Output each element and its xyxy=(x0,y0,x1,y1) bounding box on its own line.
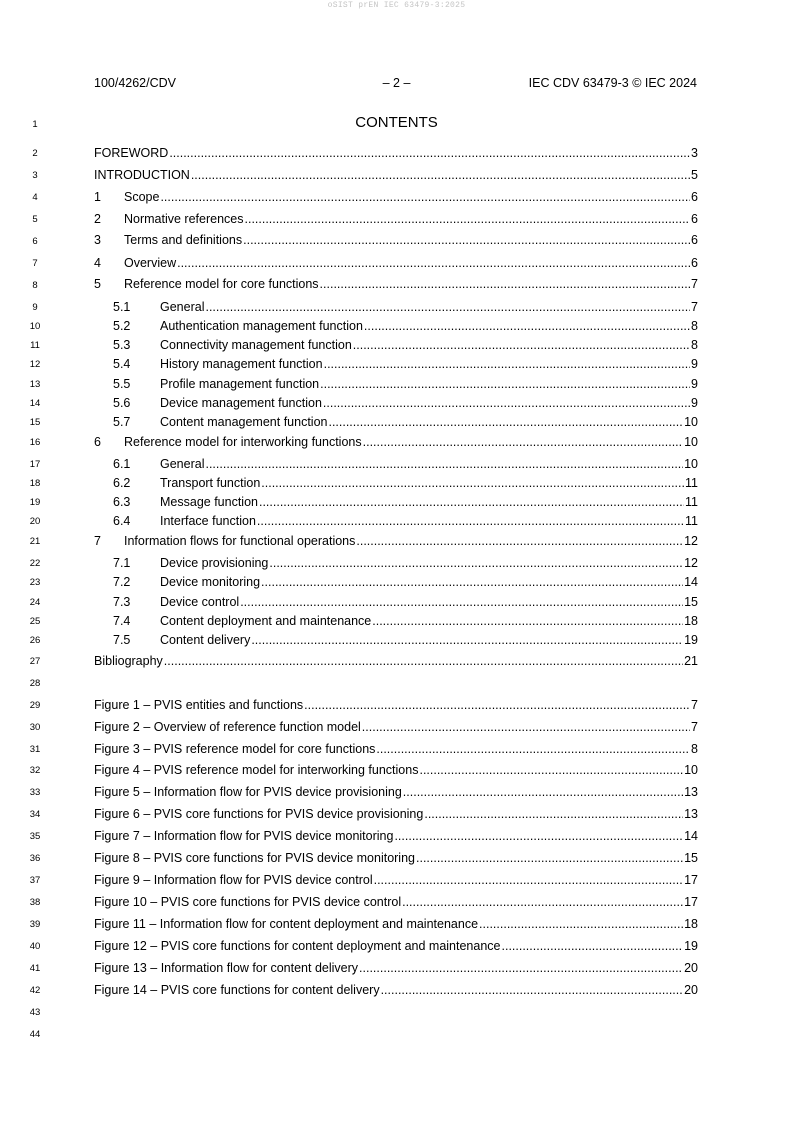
figure-label: Figure 3 – PVIS reference model for core functions xyxy=(94,742,376,756)
leader-dots xyxy=(205,300,690,314)
toc-page: 5 xyxy=(691,168,698,182)
leader-dots xyxy=(269,556,683,570)
toc-label: Terms and definitions xyxy=(124,233,243,247)
leader-dots xyxy=(402,895,683,909)
figure-entry[interactable] xyxy=(94,851,698,865)
figure-page: 20 xyxy=(684,961,698,975)
toc-page: 19 xyxy=(684,633,698,647)
toc-number: 6.4 xyxy=(113,514,131,528)
leader-dots xyxy=(324,357,690,371)
toc-number: 7.3 xyxy=(113,595,131,609)
line-number: 37 xyxy=(29,875,41,886)
toc-number: 6 xyxy=(94,435,101,449)
toc-entry-6-1[interactable] xyxy=(113,457,698,471)
toc-number: 6.2 xyxy=(113,476,131,490)
toc-entry-5-5[interactable] xyxy=(113,377,698,391)
line-number: 23 xyxy=(29,577,41,588)
toc-label: Reference model for interworking functions xyxy=(124,435,362,449)
toc-page: 6 xyxy=(691,190,698,204)
toc-number: 1 xyxy=(94,190,101,204)
line-number: 5 xyxy=(32,214,38,225)
line-number: 11 xyxy=(30,340,40,351)
toc-page: 11 xyxy=(685,514,698,528)
toc-number: 7.1 xyxy=(113,556,131,570)
toc-entry-5-3[interactable] xyxy=(113,338,698,352)
toc-entry-section-6[interactable] xyxy=(94,435,698,449)
toc-page: 7 xyxy=(691,277,698,291)
toc-entry-bibliography[interactable] xyxy=(94,654,698,668)
toc-page: 10 xyxy=(684,435,698,449)
toc-label: INTRODUCTION xyxy=(94,168,190,182)
line-number: 31 xyxy=(29,744,41,755)
toc-number: 3 xyxy=(94,233,101,247)
toc-entry-5-1[interactable] xyxy=(113,300,698,314)
leader-dots xyxy=(353,338,690,352)
toc-page: 8 xyxy=(691,319,698,333)
watermark: oSIST prEN IEC 63479-3:2025 xyxy=(327,1,466,10)
figure-entry[interactable] xyxy=(94,895,698,909)
toc-page: 12 xyxy=(684,556,698,570)
toc-label: Authentication management function xyxy=(160,319,363,333)
leader-dots xyxy=(304,698,690,712)
leader-dots xyxy=(372,614,683,628)
toc-number: 5.4 xyxy=(113,357,131,371)
figure-label: Figure 6 – PVIS core functions for PVIS device provisioning xyxy=(94,807,424,821)
line-number: 6 xyxy=(32,236,38,247)
toc-number: 5.6 xyxy=(113,396,131,410)
figure-entry[interactable] xyxy=(94,807,698,821)
figure-label: Figure 13 – Information flow for content delivery xyxy=(94,961,359,975)
figure-label: Figure 9 – Information flow for PVIS device control xyxy=(94,873,373,887)
leader-dots xyxy=(403,785,683,799)
leader-dots xyxy=(364,319,690,333)
line-number: 29 xyxy=(29,700,41,711)
line-number: 8 xyxy=(32,280,38,291)
leader-dots xyxy=(320,377,690,391)
toc-page: 9 xyxy=(691,377,698,391)
figure-entry[interactable] xyxy=(94,961,698,975)
figure-label: Figure 11 – Information flow for content deployment and maintenance xyxy=(94,917,479,931)
figure-page: 7 xyxy=(691,720,698,734)
toc-page: 6 xyxy=(691,256,698,270)
leader-dots xyxy=(359,961,683,975)
toc-entry-6-2[interactable] xyxy=(113,476,698,490)
figure-label: Figure 7 – Information flow for PVIS device monitoring xyxy=(94,829,394,843)
toc-entry-7-2[interactable] xyxy=(113,575,698,589)
toc-page: 11 xyxy=(685,476,698,490)
figure-page: 13 xyxy=(684,785,698,799)
leader-dots xyxy=(261,476,684,490)
toc-label: Transport function xyxy=(160,476,261,490)
figure-page: 17 xyxy=(684,895,698,909)
toc-number: 5.5 xyxy=(113,377,131,391)
leader-dots xyxy=(320,277,691,291)
toc-number: 2 xyxy=(94,212,101,226)
line-number: 22 xyxy=(29,558,41,569)
line-number: 14 xyxy=(29,398,41,409)
toc-page: 14 xyxy=(684,575,698,589)
toc-entry-foreword[interactable] xyxy=(94,146,698,160)
toc-number: 5.2 xyxy=(113,319,131,333)
toc-label: Normative references xyxy=(124,212,244,226)
leader-dots xyxy=(323,396,690,410)
toc-number: 7 xyxy=(94,534,101,548)
toc-page: 18 xyxy=(684,614,698,628)
toc-page: 6 xyxy=(691,233,698,247)
line-number: 17 xyxy=(29,459,41,470)
leader-dots xyxy=(243,233,690,247)
line-number: 33 xyxy=(29,787,41,798)
leader-dots xyxy=(394,829,683,843)
line-number: 32 xyxy=(29,765,41,776)
figure-entry[interactable] xyxy=(94,939,698,953)
line-number: 42 xyxy=(29,985,41,996)
line-number: 35 xyxy=(29,831,41,842)
toc-entry-7-4[interactable] xyxy=(113,614,698,628)
figure-page: 18 xyxy=(684,917,698,931)
leader-dots xyxy=(257,514,684,528)
figure-page: 17 xyxy=(684,873,698,887)
toc-entry-6-3[interactable] xyxy=(113,495,698,509)
toc-label: Scope xyxy=(124,190,160,204)
toc-number: 4 xyxy=(94,256,101,270)
figure-page: 15 xyxy=(684,851,698,865)
figure-label: Figure 8 – PVIS core functions for PVIS device monitoring xyxy=(94,851,415,865)
figure-page: 20 xyxy=(684,983,698,997)
leader-dots xyxy=(328,415,683,429)
toc-label: Device monitoring xyxy=(160,575,261,589)
toc-page: 9 xyxy=(691,396,698,410)
line-number: 41 xyxy=(29,963,41,974)
figure-page: 19 xyxy=(684,939,698,953)
leader-dots xyxy=(362,720,690,734)
toc-label: Bibliography xyxy=(94,654,163,668)
toc-label: Content management function xyxy=(160,415,328,429)
line-number: 3 xyxy=(32,170,38,181)
line-number: 20 xyxy=(29,516,41,527)
line-number: 24 xyxy=(29,597,41,608)
leader-dots xyxy=(177,256,690,270)
toc-entry-normative-references[interactable] xyxy=(94,212,698,226)
line-number: 7 xyxy=(32,258,38,269)
leader-dots xyxy=(245,212,691,226)
toc-label: Information flows for functional operations xyxy=(124,534,356,548)
figure-entry[interactable] xyxy=(94,873,698,887)
leader-dots xyxy=(374,873,683,887)
line-number: 40 xyxy=(29,941,41,952)
toc-entry-5-2[interactable] xyxy=(113,319,698,333)
figure-label: Figure 10 – PVIS core functions for PVIS device control xyxy=(94,895,402,909)
toc-entry-scope[interactable] xyxy=(94,190,698,204)
leader-dots xyxy=(261,575,683,589)
line-number: 36 xyxy=(29,853,41,864)
figure-label: Figure 1 – PVIS entities and functions xyxy=(94,698,304,712)
toc-label: Reference model for core functions xyxy=(124,277,319,291)
leader-dots xyxy=(240,595,683,609)
toc-page: 12 xyxy=(684,534,698,548)
toc-entry-5-6[interactable] xyxy=(113,396,698,410)
leader-dots xyxy=(259,495,684,509)
toc-number: 5.3 xyxy=(113,338,131,352)
line-number: 9 xyxy=(32,302,38,313)
leader-dots xyxy=(502,939,684,953)
toc-page: 8 xyxy=(691,338,698,352)
line-number: 18 xyxy=(29,478,41,489)
figure-label: Figure 4 – PVIS reference model for interworking functions xyxy=(94,763,419,777)
line-number: 34 xyxy=(29,809,41,820)
toc-page: 10 xyxy=(684,415,698,429)
toc-entry-7-1[interactable] xyxy=(113,556,698,570)
figure-entry[interactable] xyxy=(94,829,698,843)
figure-label: Figure 5 – Information flow for PVIS device provisioning xyxy=(94,785,402,799)
leader-dots xyxy=(416,851,683,865)
toc-page: 10 xyxy=(684,457,698,471)
leader-dots xyxy=(381,983,684,997)
leader-dots xyxy=(191,168,690,182)
toc-number: 5.7 xyxy=(113,415,131,429)
toc-number: 7.5 xyxy=(113,633,131,647)
toc-label: Interface function xyxy=(160,514,256,528)
figure-entry[interactable] xyxy=(94,983,698,997)
toc-page: 11 xyxy=(685,495,698,509)
line-number: 26 xyxy=(29,635,41,646)
leader-dots xyxy=(424,807,683,821)
line-number: 39 xyxy=(29,919,41,930)
toc-page: 9 xyxy=(691,357,698,371)
line-number: 13 xyxy=(29,379,41,390)
toc-label: Overview xyxy=(124,256,177,270)
figure-entry[interactable] xyxy=(94,785,698,799)
line-number: 10 xyxy=(29,321,41,332)
toc-label: Message function xyxy=(160,495,258,509)
toc-label: Device control xyxy=(160,595,240,609)
line-number: 2 xyxy=(32,148,38,159)
line-number: 19 xyxy=(29,497,41,508)
figure-page: 10 xyxy=(684,763,698,777)
leader-dots xyxy=(160,190,690,204)
toc-label: General xyxy=(160,300,205,314)
leader-dots xyxy=(363,435,683,449)
toc-label: Device provisioning xyxy=(160,556,269,570)
page-number: – 2 – xyxy=(382,76,411,90)
toc-page: 15 xyxy=(684,595,698,609)
leader-dots xyxy=(205,457,683,471)
line-number: 30 xyxy=(29,722,41,733)
leader-dots xyxy=(169,146,690,160)
toc-page: 21 xyxy=(684,654,698,668)
leader-dots xyxy=(376,742,690,756)
toc-number: 6.3 xyxy=(113,495,131,509)
toc-label: Connectivity management function xyxy=(160,338,352,352)
toc-label: Profile management function xyxy=(160,377,320,391)
toc-page: 6 xyxy=(691,212,698,226)
leader-dots xyxy=(356,534,683,548)
leader-dots xyxy=(479,917,683,931)
line-number: 44 xyxy=(29,1029,41,1040)
toc-number: 6.1 xyxy=(113,457,131,471)
toc-entry-6-4[interactable] xyxy=(113,514,698,528)
toc-number: 5.1 xyxy=(113,300,131,314)
figure-page: 13 xyxy=(684,807,698,821)
toc-number: 5 xyxy=(94,277,101,291)
toc-entry-5-4[interactable] xyxy=(113,357,698,371)
toc-label: History management function xyxy=(160,357,323,371)
line-number: 4 xyxy=(32,192,38,203)
line-number: 25 xyxy=(29,616,41,627)
figure-label: Figure 2 – Overview of reference function model xyxy=(94,720,361,734)
figure-page: 8 xyxy=(691,742,698,756)
figure-label: Figure 12 – PVIS core functions for content deployment and maintenance xyxy=(94,939,501,953)
line-number: 27 xyxy=(29,656,41,667)
toc-entry-overview[interactable] xyxy=(94,256,698,270)
toc-number: 7.2 xyxy=(113,575,131,589)
leader-dots xyxy=(164,654,683,668)
document-reference: 100/4262/CDV xyxy=(94,76,177,90)
toc-number: 7.4 xyxy=(113,614,131,628)
toc-label: Content delivery xyxy=(160,633,251,647)
leader-dots xyxy=(419,763,683,777)
figure-label: Figure 14 – PVIS core functions for content delivery xyxy=(94,983,380,997)
toc-label: Content deployment and maintenance xyxy=(160,614,372,628)
figure-entry[interactable] xyxy=(94,742,698,756)
line-number: 15 xyxy=(29,417,41,428)
line-number: 28 xyxy=(29,678,41,689)
line-number: 16 xyxy=(29,437,41,448)
figure-entry[interactable] xyxy=(94,698,698,712)
toc-entry-terms-and-definitions[interactable] xyxy=(94,233,698,247)
figure-entry[interactable] xyxy=(94,720,698,734)
standard-identifier: IEC CDV 63479-3 © IEC 2024 xyxy=(528,76,697,90)
toc-page: 7 xyxy=(691,300,698,314)
line-number: 12 xyxy=(29,359,41,370)
toc-entry-section-7[interactable] xyxy=(94,534,698,548)
figure-entry[interactable] xyxy=(94,917,698,931)
figure-entry[interactable] xyxy=(94,763,698,777)
line-number: 43 xyxy=(29,1007,41,1018)
figure-page: 7 xyxy=(691,698,698,712)
toc-entry-introduction[interactable] xyxy=(94,168,698,182)
toc-entry-7-5[interactable] xyxy=(113,633,698,647)
toc-label: Device management function xyxy=(160,396,322,410)
toc-entry-7-3[interactable] xyxy=(113,595,698,609)
line-number: 1 xyxy=(32,119,38,130)
toc-entry-5-7[interactable] xyxy=(113,415,698,429)
page-title: CONTENTS xyxy=(355,114,438,131)
figure-page: 14 xyxy=(684,829,698,843)
toc-entry-section-5[interactable] xyxy=(94,277,698,291)
line-number: 21 xyxy=(29,536,41,547)
toc-page: 3 xyxy=(691,146,698,160)
toc-label: FOREWORD xyxy=(94,146,169,160)
toc-label: General xyxy=(160,457,205,471)
leader-dots xyxy=(251,633,683,647)
line-number: 38 xyxy=(29,897,41,908)
